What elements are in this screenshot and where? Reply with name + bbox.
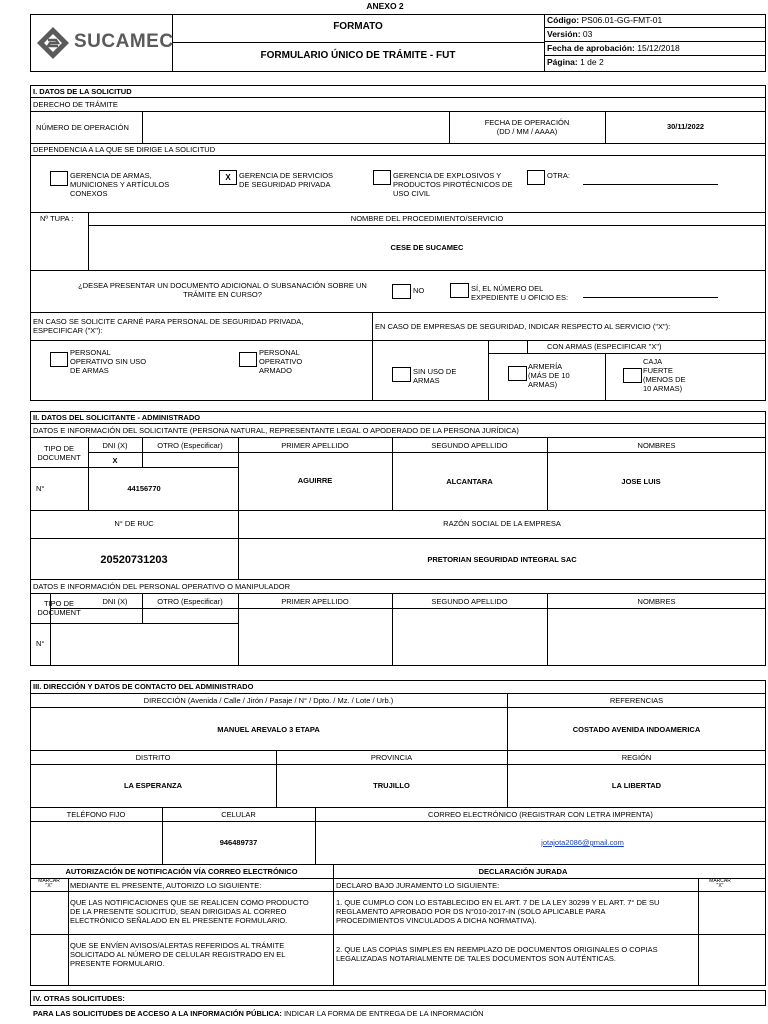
- form-title: FORMULARIO ÚNICO DE TRÁMITE - FUT: [260, 50, 456, 61]
- dependencia-label: DEPENDENCIA A LA QUE SE DIRIGE LA SOLICITUD: [33, 145, 216, 154]
- doc-number[interactable]: 44156770: [127, 484, 161, 493]
- razon-label: RAZÓN SOCIAL DE LA EMPRESA: [443, 519, 561, 528]
- dni-label-2: DNI (X): [102, 597, 128, 606]
- distrito-value[interactable]: LA ESPERANZA: [123, 781, 183, 790]
- si-label: SÍ, EL NÚMERO DEL EXPEDIENTE U OFICIO ES:: [471, 284, 569, 302]
- referencias-label: REFERENCIAS: [609, 696, 664, 705]
- personal-armado-checkbox[interactable]: [239, 352, 257, 367]
- fecha-op-label: FECHA DE OPERACIÓN: [484, 118, 570, 127]
- ap2-value[interactable]: ALCANTARA: [446, 477, 493, 486]
- gerencia-armas-checkbox[interactable]: [50, 171, 68, 186]
- ruc-label: N° DE RUC: [114, 519, 154, 528]
- decl-2-text: 2. QUE LAS COPIAS SIMPLES EN REEMPLAZO DE DOCUMENTOS ORIGINALES O COPIAS LEGALIZADAS NOTARIALMENTE DE TALES DOCUMENTOS SON AUTÉNTICAS.: [336, 945, 658, 963]
- ruc-value[interactable]: 20520731203: [100, 554, 168, 566]
- logo-text: SUCAMEC: [74, 31, 174, 52]
- version-row: Versión: 03: [547, 29, 593, 39]
- code-row: Código: PS06.01-GG-FMT-01: [547, 15, 663, 25]
- num-op-label: NÚMERO DE OPERACIÓN: [36, 123, 129, 132]
- format-label: FORMATO: [333, 21, 383, 32]
- razon-value[interactable]: PRETORIAN SEGURIDAD INTEGRAL SAC: [427, 555, 577, 564]
- sin-uso-armas-label: SIN USO DE ARMAS: [413, 367, 457, 385]
- approval-row: Fecha de aprobación: 15/12/2018: [547, 43, 680, 53]
- otro-label: OTRO (Especificar): [157, 441, 223, 450]
- personal-armado-label: PERSONAL OPERATIVO ARMADO: [259, 348, 303, 375]
- decl-1-text: 1. QUE CUMPLO CON LO ESTABLECIDO EN EL ART. 7 DE LA LEY 30299 Y EL ART. 7° DE SU REGLAMENTO APROBADO POR DS N°010-2017-IN (SOLO APLICABLE PARA PROCEDIMIENTOS VINCULADOS A DICHA NORMATIVA).: [336, 898, 660, 925]
- otro-label-2: OTRO (Especificar): [157, 597, 223, 606]
- carne-label: EN CASO SE SOLICITE CARNÉ PARA PERSONAL DE SEGURIDAD PRIVADA, ESPECIFICAR ("X"):: [33, 317, 304, 335]
- sucamec-logo-icon: [36, 26, 70, 60]
- si-checkbox[interactable]: [450, 283, 469, 298]
- celular-label: CELULAR: [221, 810, 256, 819]
- annex-label: ANEXO 2: [366, 1, 404, 11]
- correo-link[interactable]: jotajota2086@gmail.com: [541, 838, 624, 847]
- ap1-value[interactable]: AGUIRRE: [297, 476, 333, 485]
- auth-1-text: QUE LAS NOTIFICACIONES QUE SE REALICEN COMO PRODUCTO DE LA PRESENTE SOLICITUD, SEAN DIRIGIDAS AL CORREO ELECTRÓNICO SEÑALADO EN EL PRESENTE FORMULARIO.: [70, 898, 309, 925]
- celular-value[interactable]: 946489737: [219, 838, 258, 847]
- ap2-label: SEGUNDO APELLIDO: [431, 441, 508, 450]
- marcar-label-right: MARCAR "X": [709, 878, 731, 889]
- section-2-title: II. DATOS DEL SOLICITANTE - ADMINISTRADO: [33, 413, 201, 422]
- region-label: REGIÓN: [621, 753, 652, 762]
- direccion-label: DIRECCIÓN (Avenida / Calle / Jirón / Pasaje / N° / Dpto. / Mz. / Lote / Urb.): [143, 696, 394, 705]
- doc-n-label: N°: [36, 484, 45, 493]
- sin-uso-armas-checkbox[interactable]: [392, 367, 411, 382]
- section-1-title: I. DATOS DE LA SOLICITUD: [33, 87, 132, 96]
- proc-value[interactable]: CESE DE SUCAMEC: [390, 243, 464, 252]
- ap1-label-2: PRIMER APELLIDO: [281, 597, 349, 606]
- tupa-label: Nº TUPA :: [40, 214, 74, 223]
- armeria-checkbox[interactable]: [508, 366, 527, 381]
- distrito-label: DISTRITO: [135, 753, 171, 762]
- caja-fuerte-label: CAJA FUERTE (MENOS DE 10 ARMAS): [643, 357, 686, 393]
- fecha-op-value[interactable]: 30/11/2022: [666, 122, 705, 131]
- no-checkbox[interactable]: [392, 284, 411, 299]
- page-row: Página: 1 de 2: [547, 57, 604, 67]
- caja-fuerte-checkbox[interactable]: [623, 368, 642, 383]
- no-label: NO: [413, 286, 425, 295]
- auth-title: AUTORIZACIÓN DE NOTIFICACIÓN VÍA CORREO ELECTRÓNICO: [65, 867, 298, 876]
- gerencia-armas-label: GERENCIA DE ARMAS, MUNICIONES Y ARTÍCULOS CONEXOS: [70, 171, 170, 198]
- referencias-value[interactable]: COSTADO AVENIDA INDOAMERICA: [572, 725, 701, 734]
- correo-value[interactable]: [315, 838, 768, 847]
- personal-sin-armas-label: PERSONAL OPERATIVO SIN USO DE ARMAS: [70, 348, 147, 375]
- direccion-value[interactable]: MANUEL AREVALO 3 ETAPA: [217, 725, 320, 734]
- gerencia-servicios-checkbox[interactable]: X: [219, 170, 237, 185]
- telefono-label: TELÉFONO FIJO: [66, 810, 126, 819]
- doc-adicional-question: ¿DESEA PRESENTAR UN DOCUMENTO ADICIONAL O SUBSANACIÓN SOBRE UN TRÁMITE EN CURSO?: [78, 281, 367, 299]
- auth-1-mark[interactable]: [31, 892, 68, 934]
- personal-subtitle: DATOS E INFORMACIÓN DEL PERSONAL OPERATIVO O MANIPULADOR: [33, 582, 290, 591]
- expediente-input[interactable]: [583, 297, 718, 298]
- marcar-label-left: MARCAR "X": [38, 878, 60, 889]
- con-armas-label: CON ARMAS (ESPECIFICAR "X"): [547, 342, 662, 351]
- section-4-box: [30, 990, 766, 1006]
- otra-input[interactable]: [583, 184, 718, 185]
- auth-2-text: QUE SE ENVÍEN AVISOS/ALERTAS REFERIDOS AL TRÁMITE SOLICITADO AL NÚMERO DE CELULAR REGISTRADO EN EL PRESENTE FORMULARIO.: [70, 941, 286, 968]
- gerencia-explosivos-checkbox[interactable]: [373, 170, 391, 185]
- empresas-label: EN CASO DE EMPRESAS DE SEGURIDAD, INDICAR RESPECTO AL SERVICIO ("X"):: [375, 322, 671, 331]
- fecha-op-format: (DD / MM / AAAA): [496, 127, 558, 136]
- proc-label: NOMBRE DEL PROCEDIMIENTO/SERVICIO: [350, 214, 504, 223]
- num-op-input[interactable]: [143, 112, 448, 142]
- doc-n-label-2: N°: [36, 639, 45, 648]
- nombres-label-2: NOMBRES: [637, 597, 676, 606]
- otra-checkbox[interactable]: [527, 170, 545, 185]
- decl-2-mark[interactable]: [699, 935, 765, 985]
- section-3-title: III. DIRECCIÓN Y DATOS DE CONTACTO DEL ADMINISTRADO: [33, 682, 254, 691]
- nombres-value[interactable]: JOSE LUIS: [621, 477, 661, 486]
- auth-intro: MEDIANTE EL PRESENTE, AUTORIZO LO SIGUIENTE:: [70, 881, 262, 890]
- ap2-label-2: SEGUNDO APELLIDO: [431, 597, 508, 606]
- decl-1-mark[interactable]: [699, 892, 765, 934]
- otra-label: OTRA:: [547, 171, 570, 180]
- auth-2-mark[interactable]: [31, 935, 68, 985]
- section-4-title: IV. OTRAS SOLICITUDES:: [33, 994, 125, 1003]
- tipo-doc-label-2: TIPO DE DOCUMENT: [37, 599, 81, 617]
- dni-mark[interactable]: X: [112, 456, 118, 465]
- decl-intro: DECLARO BAJO JURAMENTO LO SIGUIENTE:: [336, 881, 500, 890]
- nombres-label: NOMBRES: [637, 441, 676, 450]
- ap1-label: PRIMER APELLIDO: [281, 441, 349, 450]
- derecho-label: DERECHO DE TRÁMITE: [33, 100, 118, 109]
- acceso-info-label: PARA LAS SOLICITUDES DE ACCESO A LA INFORMACIÓN PÚBLICA: INDICAR LA FORMA DE ENTREGA DE LA INFORMACIÓN: [33, 1009, 484, 1018]
- correo-label: CORREO ELECTRÓNICO (REGISTRAR CON LETRA IMPRENTA): [428, 810, 653, 819]
- tipo-doc-label: TIPO DE DOCUMENT: [37, 444, 81, 462]
- personal-sin-armas-checkbox[interactable]: [50, 352, 68, 367]
- armeria-label: ARMERÍA (MÁS DE 10 ARMAS): [528, 362, 570, 389]
- gerencia-servicios-label: GERENCIA DE SERVICIOS DE SEGURIDAD PRIVADA: [239, 171, 334, 189]
- provincia-value[interactable]: TRUJILLO: [373, 781, 410, 790]
- solicitante-subtitle: DATOS E INFORMACIÓN DEL SOLICITANTE (PERSONA NATURAL, REPRESENTANTE LEGAL O APODERADO DE LA PERSONA JURÍDICA): [33, 426, 519, 435]
- decl-title: DECLARACIÓN JURADA: [478, 867, 568, 876]
- provincia-label: PROVINCIA: [370, 753, 413, 762]
- gerencia-explosivos-label: GERENCIA DE EXPLOSIVOS Y PRODUCTOS PIROTÉCNICOS DE USO CIVIL: [393, 171, 513, 198]
- dni-label: DNI (X): [102, 441, 128, 450]
- region-value[interactable]: LA LIBERTAD: [611, 781, 662, 790]
